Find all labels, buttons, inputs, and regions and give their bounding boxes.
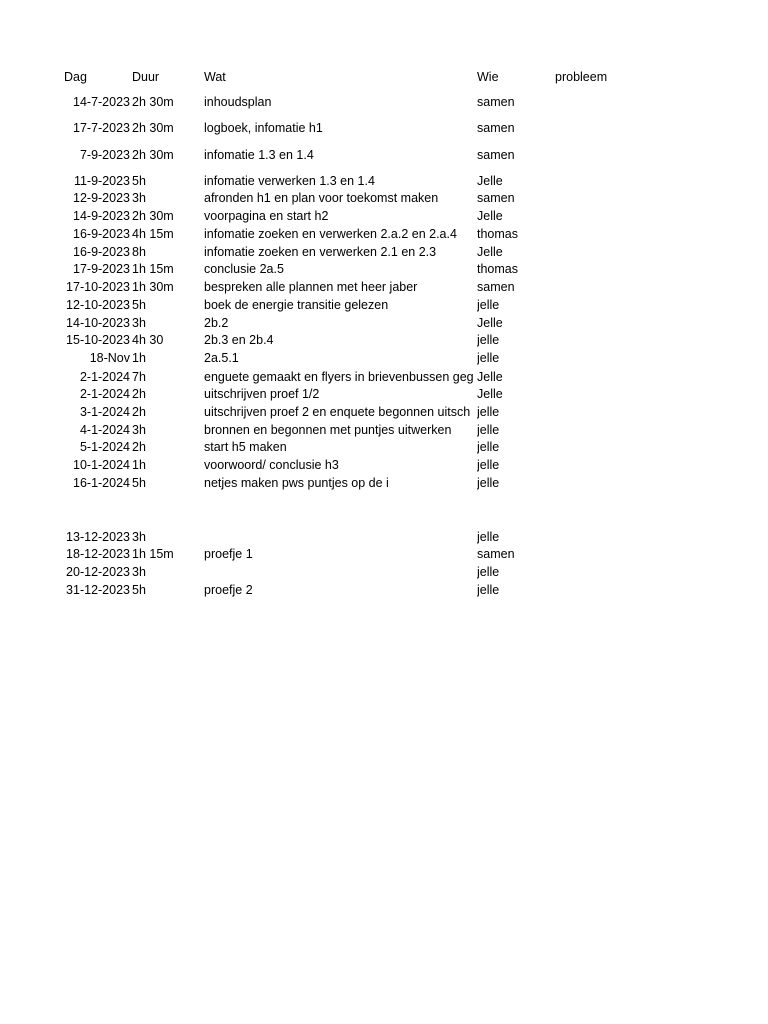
table-row [0, 120, 768, 137]
cell-wat [204, 529, 476, 546]
cell-wie: jelle [477, 565, 500, 579]
cell-dag: 12-10-2023 [66, 298, 130, 312]
cell-dag: 20-12-2023 [66, 565, 130, 579]
table-row [0, 350, 768, 367]
cell-wat [204, 564, 476, 581]
cell-wie: samen [477, 547, 515, 561]
table-row [0, 332, 768, 349]
cell-duur: 1h [132, 458, 146, 472]
cell-wat: logboek, infomatie h1 [204, 121, 323, 135]
cell-wat: infomatie zoeken en verwerken 2.a.2 en 2.a.4 [204, 227, 457, 241]
cell-wat: infomatie verwerken 1.3 en 1.4 [204, 174, 375, 188]
table-row [0, 244, 768, 261]
cell-wie: jelle [477, 530, 500, 544]
cell-dag: 2-1-2024 [79, 370, 130, 384]
cell-dag: 14-9-2023 [73, 209, 130, 223]
cell-duur: 2h [132, 440, 146, 454]
cell-wat: 2b.3 en 2b.4 [204, 333, 274, 347]
table-row [0, 226, 768, 243]
table-row [0, 297, 768, 314]
table-row [0, 582, 768, 599]
cell-duur: 1h [132, 351, 146, 365]
cell-wie: jelle [477, 458, 500, 472]
table-row [0, 173, 768, 190]
cell-wie: Jelle [477, 387, 503, 401]
table-row [0, 386, 768, 403]
cell-wie: jelle [477, 351, 500, 365]
cell-wat: voorpagina en start h2 [204, 209, 329, 223]
cell-dag: 17-9-2023 [73, 262, 130, 276]
cell-wie: Jelle [477, 209, 503, 223]
cell-wat: start h5 maken [204, 440, 287, 454]
cell-dag: 16-9-2023 [73, 227, 130, 241]
cell-duur: 2h 30m [132, 121, 174, 135]
cell-wie: samen [477, 121, 515, 135]
cell-duur: 1h 30m [132, 280, 174, 294]
cell-wat: afronden h1 en plan voor toekomst maken [204, 191, 439, 205]
table-row [0, 315, 768, 332]
cell-wie: Jelle [477, 370, 503, 384]
cell-duur: 3h [132, 191, 146, 205]
table-row [0, 422, 768, 439]
header-duur: Duur [132, 70, 160, 84]
cell-duur: 2h 30m [132, 148, 174, 162]
cell-wat: infomatie zoeken en verwerken 2.1 en 2.3 [204, 245, 437, 259]
table-row [0, 457, 768, 474]
cell-dag: 11-9-2023 [73, 174, 130, 188]
table-row [0, 369, 768, 386]
cell-duur: 3h [132, 423, 146, 437]
cell-wat: inhoudsplan [204, 95, 272, 109]
cell-wat: proefje 2 [204, 583, 253, 597]
table-row [0, 529, 768, 546]
cell-wie: samen [477, 148, 515, 162]
table-header [0, 69, 768, 86]
table-row [0, 475, 768, 492]
cell-wie: Jelle [477, 316, 503, 330]
table-row [0, 404, 768, 421]
cell-wie: jelle [477, 298, 500, 312]
table-row [0, 546, 768, 563]
cell-dag: 16-9-2023 [73, 245, 130, 259]
cell-duur: 5h [132, 476, 146, 490]
cell-wat: boek de energie transitie gelezen [204, 298, 389, 312]
cell-wat: uitschrijven proef 1/2 [204, 387, 320, 401]
cell-wie: Jelle [477, 245, 503, 259]
cell-dag: 17-7-2023 [73, 121, 130, 135]
table-row [0, 261, 768, 278]
cell-dag: 3-1-2024 [79, 405, 130, 419]
cell-wat: netjes maken pws puntjes op de i [204, 476, 389, 490]
cell-duur: 1h 15m [132, 547, 174, 561]
cell-duur: 3h [132, 530, 146, 544]
cell-wat: proefje 1 [204, 547, 253, 561]
cell-duur: 4h 30 [132, 333, 164, 347]
cell-duur: 2h 30m [132, 209, 174, 223]
cell-dag: 16-1-2024 [73, 476, 130, 490]
cell-duur: 2h 30m [132, 95, 174, 109]
cell-dag: 15-10-2023 [66, 333, 130, 347]
cell-dag: 13-12-2023 [66, 530, 130, 544]
cell-dag: 18-12-2023 [66, 547, 130, 561]
cell-duur: 2h [132, 387, 146, 401]
cell-wie: jelle [477, 423, 500, 437]
cell-duur: 3h [132, 565, 146, 579]
cell-duur: 5h [132, 583, 146, 597]
cell-wie: samen [477, 280, 515, 294]
table-row [0, 208, 768, 225]
cell-wat: infomatie 1.3 en 1.4 [204, 148, 314, 162]
cell-dag: 31-12-2023 [66, 583, 130, 597]
cell-wat: enguete gemaakt en flyers in brievenbussen geg [204, 370, 474, 384]
table-row [0, 94, 768, 111]
cell-dag: 5-1-2024 [79, 440, 130, 454]
cell-duur: 2h [132, 405, 146, 419]
cell-dag: 4-1-2024 [79, 423, 130, 437]
table-row [0, 439, 768, 456]
cell-duur: 7h [132, 370, 146, 384]
cell-dag: 10-1-2024 [73, 458, 130, 472]
cell-wat: 2b.2 [204, 316, 229, 330]
table-row [0, 190, 768, 207]
header-dag: Dag [64, 70, 87, 84]
cell-wat: conclusie 2a.5 [204, 262, 284, 276]
header-wie: Wie [477, 70, 499, 84]
cell-dag: 14-7-2023 [73, 95, 130, 109]
cell-wat: 2a.5.1 [204, 351, 239, 365]
header-wat: Wat [204, 70, 226, 84]
cell-dag: 18-Nov [89, 351, 130, 365]
cell-dag: 7-9-2023 [79, 148, 130, 162]
cell-wie: Jelle [477, 174, 503, 188]
cell-dag: 17-10-2023 [66, 280, 130, 294]
cell-dag: 2-1-2024 [79, 387, 130, 401]
table-row [0, 279, 768, 296]
cell-wie: jelle [477, 440, 500, 454]
cell-wie: thomas [477, 227, 518, 241]
cell-wie: samen [477, 95, 515, 109]
cell-wie: thomas [477, 262, 518, 276]
cell-wat: bespreken alle plannen met heer jaber [204, 280, 418, 294]
cell-duur: 3h [132, 316, 146, 330]
cell-dag: 14-10-2023 [66, 316, 130, 330]
cell-wat: uitschrijven proef 2 en enquete begonnen uitsch [204, 405, 471, 419]
table-row [0, 564, 768, 581]
cell-duur: 5h [132, 174, 146, 188]
cell-dag: 12-9-2023 [73, 191, 130, 205]
cell-duur: 1h 15m [132, 262, 174, 276]
cell-duur: 4h 15m [132, 227, 174, 241]
cell-duur: 5h [132, 298, 146, 312]
cell-wie: jelle [477, 333, 500, 347]
cell-wat: bronnen en begonnen met puntjes uitwerken [204, 423, 452, 437]
cell-duur: 8h [132, 245, 146, 259]
cell-wie: jelle [477, 476, 500, 490]
cell-wie: jelle [477, 583, 500, 597]
cell-wie: jelle [477, 405, 500, 419]
table-row [0, 147, 768, 164]
header-probleem: probleem [555, 70, 608, 84]
cell-wat: voorwoord/ conclusie h3 [204, 458, 339, 472]
cell-wie: samen [477, 191, 515, 205]
